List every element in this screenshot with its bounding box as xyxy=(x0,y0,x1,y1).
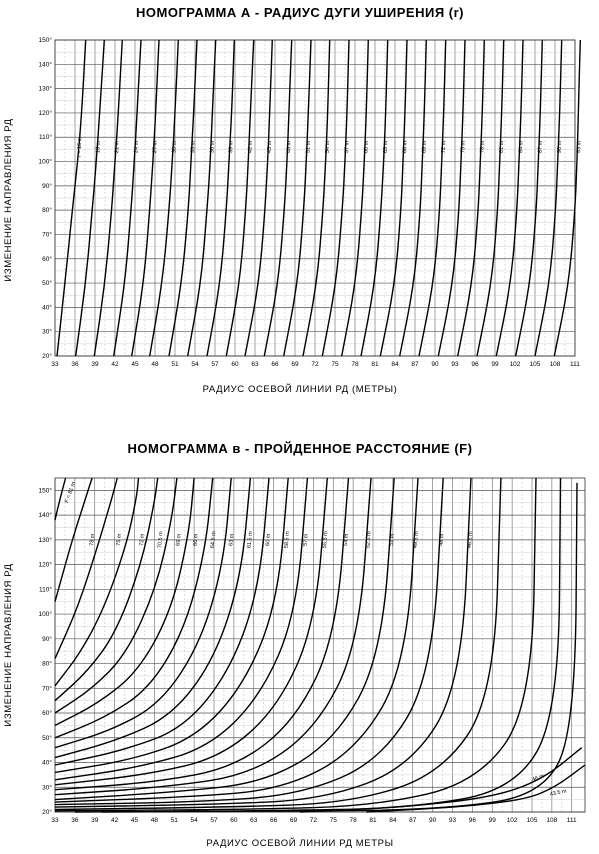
chart-a-x-tick-label: 90 xyxy=(431,361,439,368)
chart-a-x-tick-label: 48 xyxy=(151,361,159,368)
chart-a-curve-label: 84 m xyxy=(518,140,525,154)
chart-a-x-tick-label: 102 xyxy=(509,361,521,368)
chart-b-x-tick-label: 72 xyxy=(309,817,317,824)
chart-b-curve-label: 52.5 m xyxy=(365,531,373,549)
chart-b-x-tick-label: 54 xyxy=(190,817,198,824)
chart-b-curve-label: 55.5 m xyxy=(321,531,330,549)
chart-b-curve xyxy=(55,478,501,810)
chart-b-curve-label: 54 m xyxy=(343,533,351,547)
chart-a-x-tick-label: 105 xyxy=(529,361,541,368)
chart-a-curve-label: r = 15 m xyxy=(76,136,84,158)
chart-b-x-tick-label: 105 xyxy=(526,817,538,824)
chart-b-xlabel: РАДИУС ОСЕВОЙ ЛИНИИ РД МЕТРЫ xyxy=(206,838,394,849)
chart-b-curve-label: 64.5 m xyxy=(209,531,218,549)
chart-a-curve-label: 81 m xyxy=(498,140,506,154)
chart-a-x-tick-label: 111 xyxy=(570,361,580,368)
chart-a-curve-label: 18 m xyxy=(95,140,102,154)
chart-b-curve-label: 61.5 m xyxy=(246,531,255,549)
chart-a-y-tick-label: 40° xyxy=(42,304,52,312)
chart-a-x-tick-label: 57 xyxy=(211,361,219,368)
chart-b-y-tick-label: 140° xyxy=(38,512,52,520)
chart-a-curve-label: 45 m xyxy=(266,140,274,154)
chart-b-x-tick-label: 99 xyxy=(488,817,496,824)
chart-b-curve-label: 72 m xyxy=(138,533,146,547)
chart-a-x-tick-label: 81 xyxy=(371,361,379,368)
chart-b-x-tick-label: 42 xyxy=(111,817,119,824)
chart-b-curve xyxy=(55,478,288,772)
chart-b-x-tick-label: 45 xyxy=(130,817,139,824)
chart-b-curve xyxy=(55,478,177,713)
chart-b-y-tick-label: 80° xyxy=(42,660,52,668)
chart-a-curve-label: 30 m xyxy=(171,140,178,154)
chart-b-curve-label: 48 m xyxy=(438,533,446,547)
chart-b-curve-label: F = 81 m xyxy=(64,481,78,504)
chart-a-curve-label: 87 m xyxy=(537,140,544,154)
chart-a-x-tick-label: 93 xyxy=(451,361,459,368)
chart-a-y-tick-label: 110° xyxy=(39,134,52,142)
chart-a-curve-label: 72 m xyxy=(440,140,448,154)
chart-b-y-tick-label: 70° xyxy=(42,685,52,693)
chart-a-y-tick-label: 50° xyxy=(42,280,52,288)
chart-b-y-tick-label: 30° xyxy=(42,784,52,792)
chart-a-curve-label: 78 m xyxy=(479,140,486,154)
chart-a-xlabel: РАДИУС ОСЕВОЙ ЛИНИИ РД (МЕТРЫ) xyxy=(202,384,398,395)
chart-b-x-tick-label: 90 xyxy=(429,817,437,824)
chart-a-curve-label: 93 m xyxy=(576,140,583,154)
chart-b-curve xyxy=(55,478,139,686)
chart-b-y-tick-label: 60° xyxy=(42,710,52,718)
chart-b-curve-label: 51 m xyxy=(388,533,396,547)
chart-b-curve-label: 46.5 m xyxy=(466,531,475,549)
chart-a-x-tick-label: 54 xyxy=(191,361,199,368)
chart-a-curve-label: 51 m xyxy=(305,140,312,154)
chart-b-curve-label: 69 m xyxy=(175,533,183,547)
chart-b-x-tick-label: 48 xyxy=(150,817,158,824)
chart-a-x-tick-label: 87 xyxy=(411,361,419,368)
chart-b-curve-label: 49.5 m xyxy=(412,531,421,549)
chart-b-curve-label: 66 m xyxy=(192,533,200,547)
chart-b-curve xyxy=(55,478,536,811)
chart-b-y-tick-label: 50° xyxy=(42,734,52,742)
chart-b-y-tick-label: 100° xyxy=(38,611,52,619)
chart-b-curve xyxy=(75,478,561,812)
chart-b-y-tick-label: 110° xyxy=(39,586,52,594)
chart-b-x-tick-label: 102 xyxy=(506,817,518,824)
chart-a-y-tick-label: 90° xyxy=(42,182,52,190)
chart-a-y-tick-label: 20° xyxy=(42,353,52,360)
chart-b-x-tick-label: 39 xyxy=(91,817,99,824)
chart-a-x-tick-label: 33 xyxy=(51,361,59,368)
chart-a-y-tick-label: 60° xyxy=(42,255,52,263)
chart-b-curve xyxy=(55,478,231,748)
chart-b-x-tick-label: 108 xyxy=(546,817,558,824)
chart-b-curve xyxy=(55,478,250,758)
chart-a-x-tick-label: 42 xyxy=(111,361,119,368)
chart-b-title: НОМОГРАММА в - ПРОЙДЕННОЕ РАССТОЯНИЕ (F) xyxy=(127,441,473,456)
chart-a-ylabel: ИЗМЕНЕНИЕ НАПРАВЛЕНИЯ РД xyxy=(3,118,14,282)
chart-a-curve-label: 57 m xyxy=(344,140,351,154)
chart-a-x-tick-label: 60 xyxy=(231,361,239,368)
chart-b-x-tick-label: 33 xyxy=(51,817,59,824)
chart-a-curve-label: 33 m xyxy=(190,140,197,154)
chart-b-curve-label: 60 m xyxy=(264,533,273,547)
chart-a-curve-label: 36 m xyxy=(209,140,216,154)
chart-a-title: НОМОГРАММА А - РАДИУС ДУГИ УШИРЕНИЯ (r) xyxy=(136,5,464,20)
chart-a-x-tick-label: 36 xyxy=(71,361,79,368)
chart-a-plot xyxy=(39,36,583,368)
chart-b-x-tick-label: 111 xyxy=(566,817,577,824)
chart-b-y-tick-label: 20° xyxy=(42,809,52,816)
chart-b-x-tick-label: 84 xyxy=(389,817,397,824)
chart-b-x-tick-label: 78 xyxy=(349,817,357,824)
chart-a-curve-label: 60 m xyxy=(363,140,370,154)
chart-b-curve-label: 78 m xyxy=(89,533,97,547)
chart-a-x-tick-label: 75 xyxy=(331,361,339,368)
chart-a-y-tick-label: 130° xyxy=(38,85,52,93)
chart-a-curve-label: 54 m xyxy=(324,140,332,154)
chart-a-curve-label: 90 m xyxy=(556,140,564,154)
chart-b-ylabel: ИЗМЕНЕНИЕ НАПРАВЛЕНИЯ РД xyxy=(3,563,14,727)
chart-a-curve-label: 66 m xyxy=(402,140,409,154)
chart-b-x-tick-label: 51 xyxy=(170,817,178,824)
chart-b-x-tick-label: 96 xyxy=(468,817,476,824)
chart-b-x-tick-label: 69 xyxy=(289,817,298,824)
chart-b-curve-label: 70.5 m xyxy=(157,531,165,549)
chart-a-y-tick-label: 150° xyxy=(38,37,52,44)
chart-a-curve-label: 69 m xyxy=(421,140,428,154)
chart-a-curve-label: 21 m xyxy=(114,140,121,154)
chart-a-y-tick-label: 70° xyxy=(42,231,52,239)
chart-b-curve-label: 58.5 m xyxy=(283,531,292,549)
chart-a-x-tick-label: 69 xyxy=(291,361,299,368)
chart-b-x-tick-label: 63 xyxy=(250,817,258,824)
chart-b-y-tick-label: 90° xyxy=(42,635,52,643)
chart-b-y-tick-label: 40° xyxy=(42,759,52,767)
chart-b-curve xyxy=(55,478,213,738)
chart-a-y-tick-label: 80° xyxy=(42,207,52,215)
chart-a-y-tick-label: 30° xyxy=(42,328,52,336)
chart-b-x-tick-label: 75 xyxy=(329,817,337,824)
chart-a-x-tick-label: 45 xyxy=(131,361,139,368)
chart-a-x-tick-label: 51 xyxy=(171,361,179,368)
chart-a-curve-label: 63 m xyxy=(382,140,390,154)
chart-a-x-tick-label: 99 xyxy=(491,361,499,368)
chart-a-y-tick-label: 140° xyxy=(38,61,52,69)
chart-a-x-tick-label: 108 xyxy=(549,361,561,368)
chart-a-x-tick-label: 84 xyxy=(391,361,399,368)
chart-a-curve-label: 27 m xyxy=(152,140,159,154)
chart-a-curve-label: 24 m xyxy=(133,140,140,154)
chart-a-x-tick-label: 72 xyxy=(311,361,319,368)
chart-a-x-tick-label: 39 xyxy=(91,361,99,368)
chart-b-y-tick-label: 150° xyxy=(38,487,52,495)
chart-b-curve-label: 75 m xyxy=(115,533,123,547)
chart-a-curve-label: 75 m xyxy=(460,140,467,154)
chart-b-curve-label: 63 m xyxy=(228,533,236,547)
chart-a-curve-label: 42 m xyxy=(247,140,254,154)
chart-b-x-tick-label: 93 xyxy=(448,817,457,824)
chart-a-x-tick-label: 63 xyxy=(251,361,259,368)
chart-a-x-tick-label: 96 xyxy=(471,361,479,368)
chart-a-x-tick-label: 78 xyxy=(351,361,359,368)
chart-a-curve-label: 48 m xyxy=(286,140,293,154)
chart-b-plot xyxy=(39,478,585,824)
chart-b-x-tick-label: 87 xyxy=(409,817,417,824)
chart-b-curve xyxy=(55,478,269,765)
chart-b-y-tick-label: 130° xyxy=(38,536,52,544)
chart-b-x-tick-label: 57 xyxy=(210,817,218,824)
chart-b-curve-label: 43.5 m xyxy=(549,788,568,798)
chart-b-x-tick-label: 66 xyxy=(270,817,278,824)
chart-a-curve-label: 39 m xyxy=(228,140,235,154)
chart-b-curve-label: 57 m xyxy=(302,533,310,547)
chart-b-x-tick-label: 36 xyxy=(71,817,79,824)
chart-a-x-tick-label: 66 xyxy=(271,361,279,368)
chart-a-y-tick-label: 100° xyxy=(38,158,52,166)
chart-b-x-tick-label: 60 xyxy=(230,817,238,824)
chart-b-y-tick-label: 120° xyxy=(38,561,52,569)
chart-b-x-tick-label: 81 xyxy=(369,817,377,824)
chart-a-y-tick-label: 120° xyxy=(38,109,52,117)
chart-b-curve-label: 46 m xyxy=(531,773,546,784)
